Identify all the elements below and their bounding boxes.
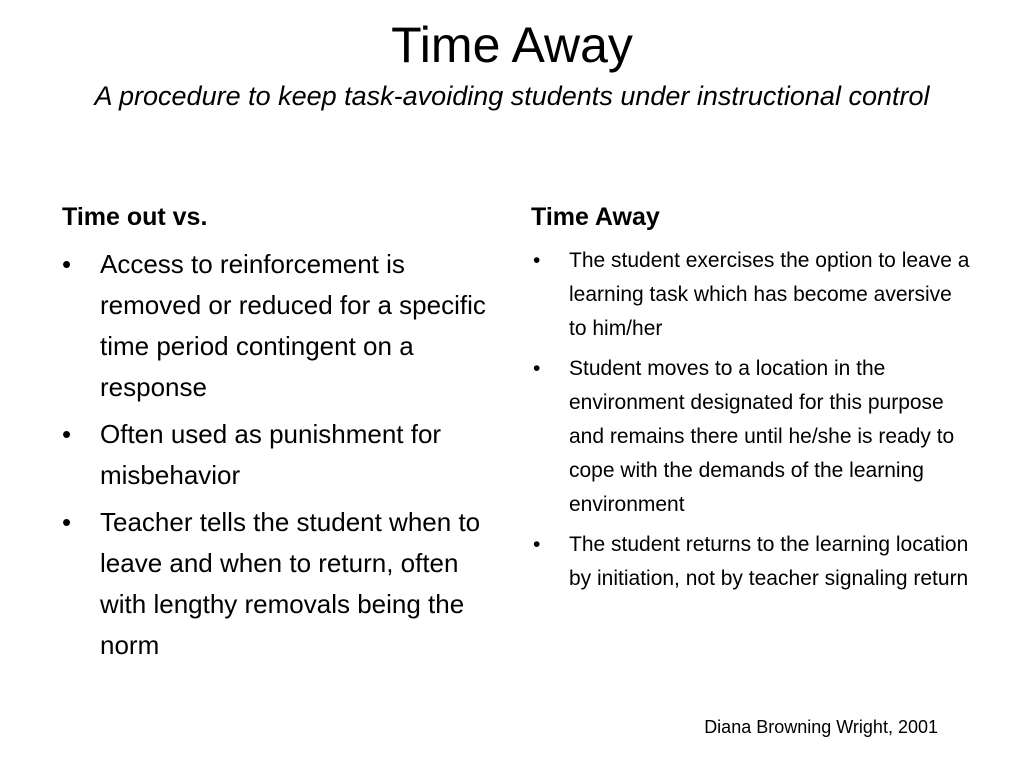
- bullet-icon: •: [62, 419, 72, 449]
- left-column: [62, 200, 492, 672]
- left-bullet-list: [62, 244, 492, 666]
- list-item: [531, 352, 971, 522]
- bullet-icon: •: [533, 249, 541, 272]
- slide-title: Time Away: [391, 17, 633, 73]
- author-credit: Diana Browning Wright, 2001: [704, 717, 938, 737]
- right-column-heading: Time Away: [531, 203, 660, 231]
- bullet-icon: •: [62, 507, 72, 537]
- left-column-heading: Time out vs.: [62, 203, 208, 231]
- list-item-text: The student returns to the learning location by initiation, not by teacher signaling return: [569, 533, 969, 590]
- bullet-icon: •: [62, 249, 72, 279]
- list-item-text: The student exercises the option to leave a learning task which has become aversive to him/her: [569, 249, 970, 340]
- slide-subtitle: A procedure to keep task-avoiding students under instructional control: [94, 81, 930, 111]
- title-block: [60, 14, 964, 116]
- list-item-text: Student moves to a location in the environment designated for this purpose and remains there until he/she is ready to cope with the demands of the learning environment: [569, 357, 955, 516]
- list-item-text: Teacher tells the student when to leave and when to return, often with lengthy removals being the norm: [100, 507, 481, 660]
- right-bullet-list: [531, 244, 971, 596]
- bullet-icon: •: [533, 357, 541, 380]
- list-item: [62, 502, 492, 666]
- list-item: [531, 244, 971, 346]
- list-item: [531, 528, 971, 596]
- bullet-icon: •: [533, 533, 541, 556]
- list-item-text: Access to reinforcement is removed or reduced for a specific time period contingent on a response: [100, 249, 486, 402]
- right-column: [531, 200, 971, 602]
- list-item: [62, 414, 492, 496]
- list-item-text: Often used as punishment for misbehavior: [100, 419, 442, 490]
- list-item: [62, 244, 492, 408]
